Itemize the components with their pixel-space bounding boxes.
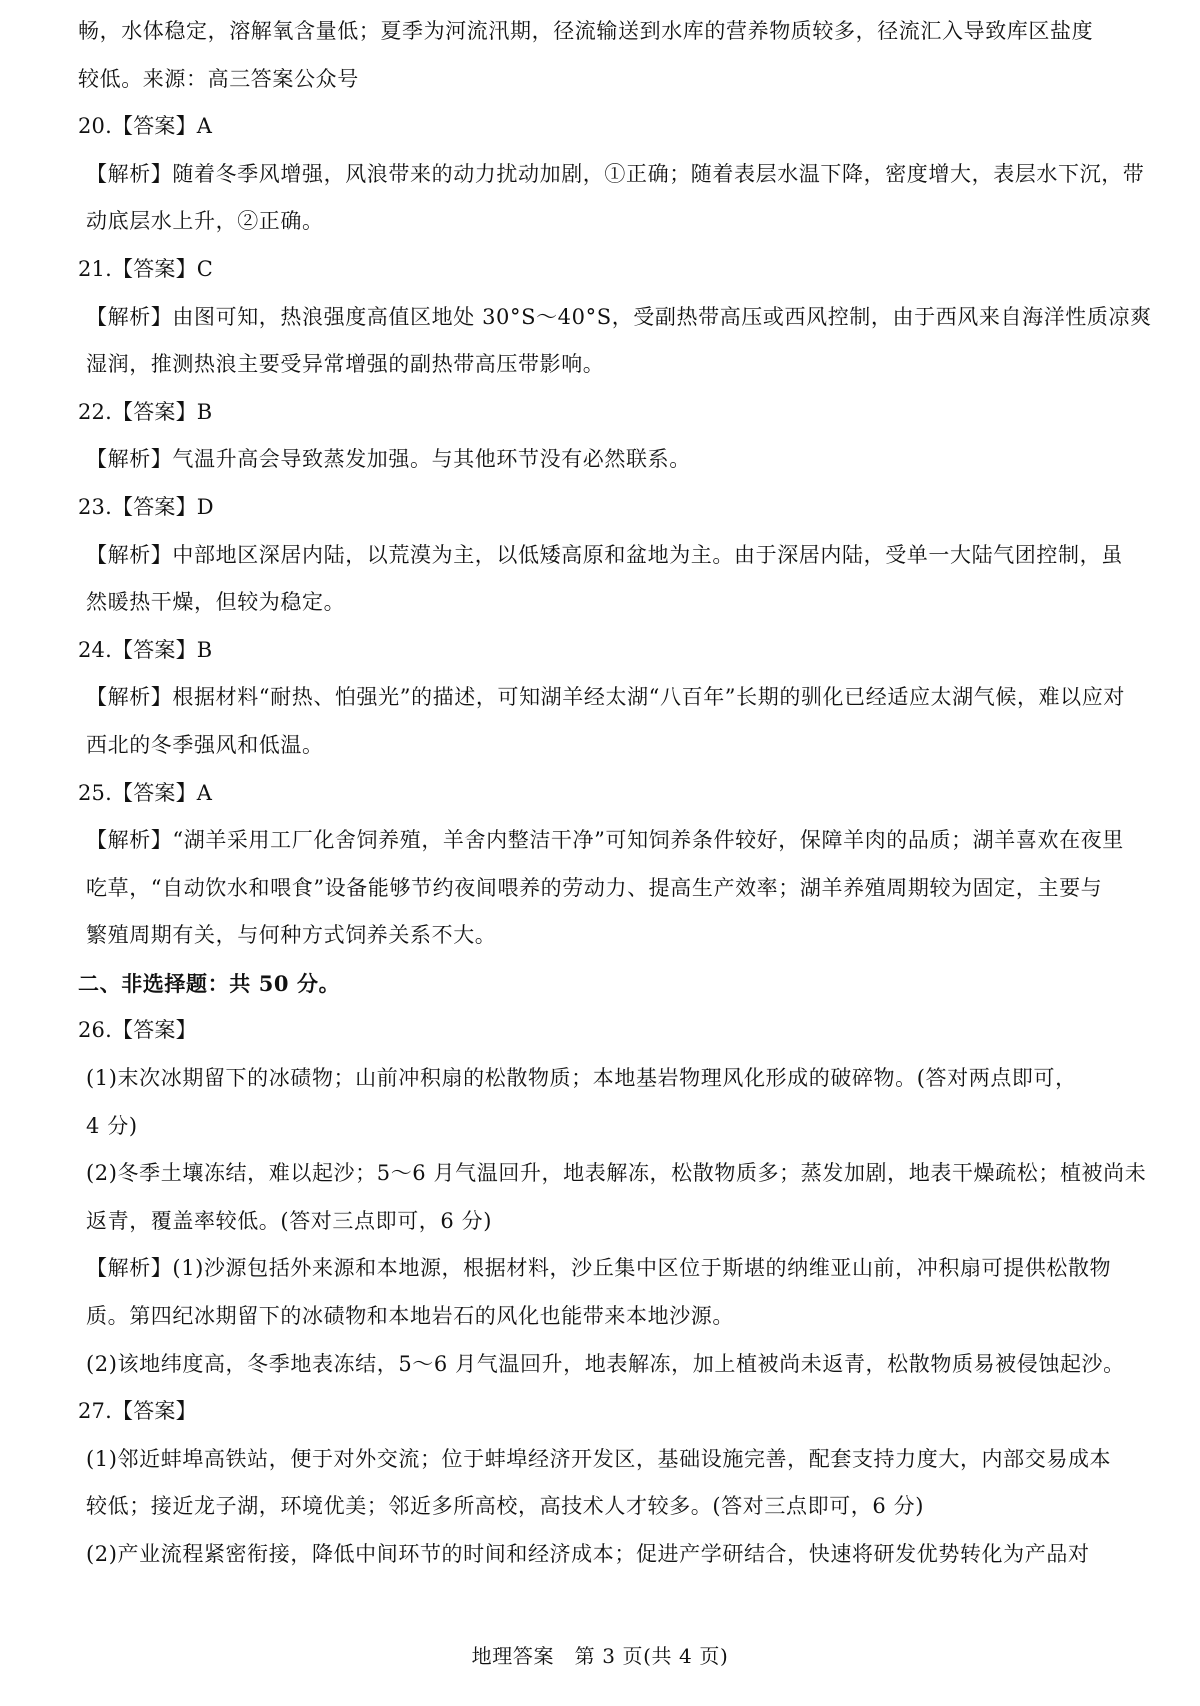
analysis-26-line-1: 【解析】(1)沙源包括外来源和本地源，根据材料，沙丘集中区位于斯堪的纳维亚山前，冲积扇可提供松散物 <box>86 1256 1112 1281</box>
analysis-21-line-1: 【解析】由图可知，热浪强度高值区地处 30°S～40°S，受副热带高压或西风控制，由于西风来自海洋性质凉爽 <box>86 304 1152 329</box>
analysis-21-line-2: 湿润，推测热浪主要受异常增强的副热带高压带影响。 <box>86 352 605 377</box>
answer-26: 26.【答案】 <box>78 1018 197 1043</box>
answer-27: 27.【答案】 <box>78 1399 197 1424</box>
analysis-25-line-1: 【解析】“湖羊采用工厂化舍饲养殖，羊舍内整洁干净”可知饲养条件较好，保障羊肉的品质；湖羊喜欢在夜里 <box>86 828 1124 853</box>
answer-27-item-2-line-1: (2)产业流程紧密衔接，降低中间环节的时间和经济成本；促进产学研结合，快速将研发优势转化为产品对 <box>86 1542 1090 1566</box>
analysis-20-line-2: 动底层水上升，②正确。 <box>86 209 324 234</box>
analysis-25-line-3: 繁殖周期有关，与何种方式饲养关系不大。 <box>86 923 497 948</box>
text-line-cont-1: 畅，水体稳定，溶解氧含量低；夏季为河流汛期，径流输送到水库的营养物质较多，径流汇入导致库区盐度 <box>78 19 1094 43</box>
answer-26-item-1-line-2: 4 分) <box>86 1113 138 1138</box>
page-footer: 地理答案 第 3 页(共 4 页) <box>471 1644 729 1668</box>
answer-25: 25.【答案】A <box>78 780 213 805</box>
analysis-20-line-1: 【解析】随着冬季风增强，风浪带来的动力扰动加剧，①正确；随着表层水温下降，密度增大，表层水下沉，带 <box>86 161 1145 186</box>
answer-26-item-2-line-1: (2)冬季土壤冻结，难以起沙；5～6 月气温回升，地表解冻，松散物质多；蒸发加剧，地表干燥疏松；植被尚未 <box>86 1161 1147 1186</box>
analysis-24-line-1: 【解析】根据材料“耐热、怕强光”的描述，可知湖羊经太湖“八百年”长期的驯化已经适应太湖气候，难以应对 <box>86 685 1125 710</box>
analysis-26-item-2: (2)该地纬度高，冬季地表冻结，5～6 月气温回升，地表解冻，加上植被尚未返青，松散物质易被侵蚀起沙。 <box>86 1351 1125 1376</box>
answer-27-item-1-line-1: (1)邻近蚌埠高铁站，便于对外交流；位于蚌埠经济开发区，基础设施完善，配套支持力度大，内部交易成本 <box>86 1446 1112 1471</box>
analysis-25-line-2: 吃草，“自动饮水和喂食”设备能够节约夜间喂养的劳动力、提高生产效率；湖羊养殖周期较为固定，主要与 <box>86 875 1103 900</box>
answer-21: 21.【答案】C <box>78 256 214 281</box>
answer-20: 20.【答案】A <box>78 114 213 139</box>
answer-23: 23.【答案】D <box>78 494 214 519</box>
answer-26-item-2-line-2: 返青，覆盖率较低。(答对三点即可，6 分) <box>86 1208 493 1233</box>
answer-24: 24.【答案】B <box>78 637 213 662</box>
section-heading-non-choice: 二、非选择题：共 50 分。 <box>78 970 341 996</box>
analysis-24-line-2: 西北的冬季强风和低温。 <box>86 732 324 757</box>
answer-26-item-1-line-1: (1)末次冰期留下的冰碛物；山前冲积扇的松散物质；本地基岩物理风化形成的破碎物。(答对两点即可， <box>86 1066 1077 1091</box>
analysis-26-line-2: 质。第四纪冰期留下的冰碛物和本地岩石的风化也能带来本地沙源。 <box>86 1304 734 1329</box>
answer-22: 22.【答案】B <box>78 399 213 424</box>
text-line-cont-2: 较低。来源：高三答案公众号 <box>78 66 359 91</box>
analysis-23-line-2: 然暖热干燥，但较为稳定。 <box>86 590 346 615</box>
analysis-23-line-1: 【解析】中部地区深居内陆，以荒漠为主，以低矮高原和盆地为主。由于深居内陆，受单一大陆气团控制，虽 <box>86 542 1123 567</box>
analysis-22-line-1: 【解析】气温升高会导致蒸发加强。与其他环节没有必然联系。 <box>86 447 691 472</box>
answer-27-item-1-line-2: 较低；接近龙子湖，环境优美；邻近多所高校，高技术人才较多。(答对三点即可，6 分) <box>86 1494 925 1519</box>
answer-page <box>78 8 1156 1579</box>
